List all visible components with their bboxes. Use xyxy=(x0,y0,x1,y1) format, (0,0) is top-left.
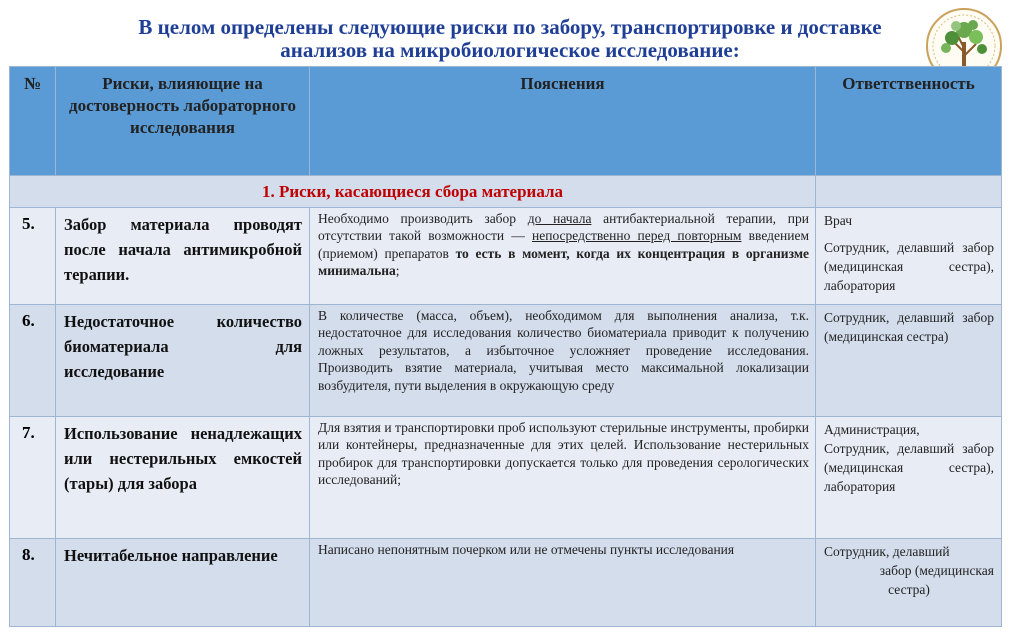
row-explanation: Написано непонятным почерком или не отмечены пункты исследования xyxy=(310,539,816,627)
row-num: 5. xyxy=(10,208,56,305)
row-risk: Использование ненадлежащих или нестерильных емкостей (тары) для забора xyxy=(56,417,310,539)
table-row xyxy=(10,305,1002,417)
row-risk: Забор материала проводят после начала антимикробной терапии. xyxy=(56,208,310,305)
table-row xyxy=(10,539,1002,627)
expl-text: антибактериальной терапии, при отсутствии такой возможности — xyxy=(318,211,809,244)
risks-table xyxy=(9,66,1002,627)
expl-text: введением (приемом) препаратов xyxy=(318,228,809,261)
resp-line: сестра) xyxy=(888,582,930,597)
expl-underlined: до начала xyxy=(527,211,592,226)
row-num: 8. xyxy=(10,539,56,627)
expl-bold: то есть в момент, когда их концентрация в организме минимальна xyxy=(318,245,810,279)
row-risk: Недостаточное количество биоматериала для исследование xyxy=(56,305,310,417)
expl-text: ; xyxy=(395,263,400,279)
table-row xyxy=(10,417,1002,539)
row-responsibility xyxy=(816,208,1002,305)
row-num: 7. xyxy=(10,417,56,539)
page-title xyxy=(70,16,950,62)
title-line-1: В целом определены следующие риски по забору, транспортировке и доставке xyxy=(138,15,882,39)
row-risk: Нечитабельное направление xyxy=(56,539,310,627)
resp-line: Сотрудник, делавший xyxy=(824,544,950,559)
header-responsibility: Ответственность xyxy=(816,67,1002,176)
table-row xyxy=(10,208,1002,305)
row-responsibility: Сотрудник, делавший забор (медицинская сестра) xyxy=(816,305,1002,417)
row-responsibility xyxy=(816,539,1002,627)
section-empty-cell xyxy=(816,176,1002,208)
title-line-2: анализов на микробиологическое исследование: xyxy=(280,38,740,62)
expl-underlined: непосредственно перед повторным xyxy=(532,228,742,244)
resp-line: забор (медицинская xyxy=(879,563,994,578)
resp-line: Сотрудник, делавший забор (медицинская сестра), лаборатория xyxy=(824,441,994,494)
row-num: 6. xyxy=(10,305,56,417)
row-explanation xyxy=(310,208,816,305)
section-row xyxy=(10,176,1002,208)
header-risk: Риски, влияющие на достоверность лабораторного исследования xyxy=(56,67,310,176)
resp-line: Сотрудник, делавший забор (медицинская сестра), лаборатория xyxy=(824,240,994,293)
resp-line: Администрация, xyxy=(824,422,920,437)
row-explanation: Для взятия и транспортировки проб используют стерильные инструменты, пробирки или контейнеры, предназначенные для этих целей. Использование нестерильных пробирок для транспортировки допускается только для проведения серологических исследований; xyxy=(310,417,816,539)
expl-text: Необходимо производить забор xyxy=(318,211,528,226)
table-header xyxy=(10,67,1002,176)
header-explanation: Пояснения xyxy=(310,67,816,176)
row-responsibility xyxy=(816,417,1002,539)
resp-line: Врач xyxy=(824,213,852,228)
section-title: 1. Риски, касающиеся сбора материала xyxy=(10,176,816,208)
header-num: № xyxy=(10,67,56,176)
row-explanation: В количестве (масса, объем), необходимом для выполнения анализа, т.к. недостаточное для исследования количество биоматериала приводит к получению ложных результатов, а избыточное усложняет проведение исследования. Производить взятие материала, учитывая место максимальной локализации возбудителя, пути выделения в окружающую среду xyxy=(310,305,816,417)
